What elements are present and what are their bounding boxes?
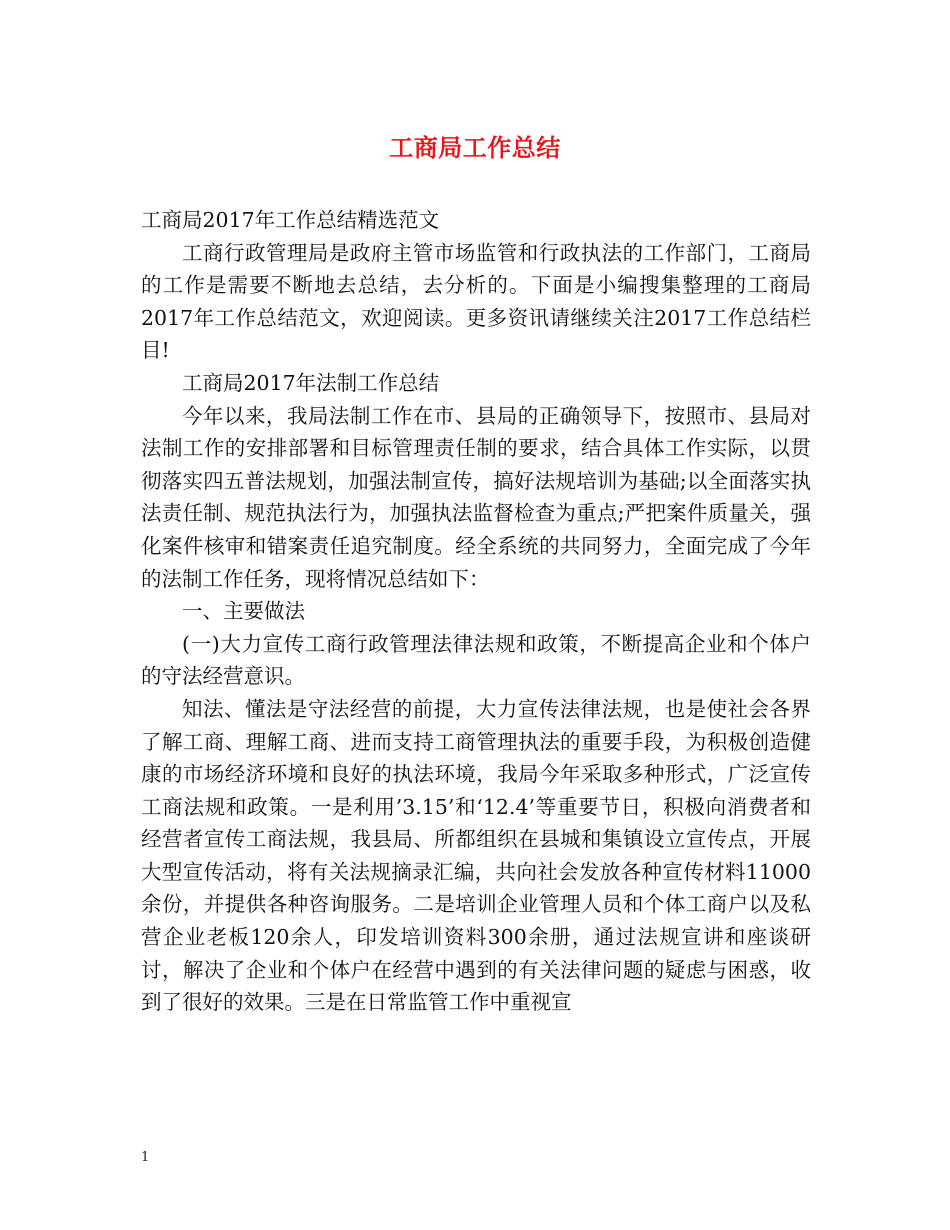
subsection-heading: (一)大力宣传工商行政管理法律法规和政策，不断提高企业和个体户的守法经营意识。 [141,631,811,689]
body-paragraph: 知法、懂法是守法经营的前提，大力宣传法律法规，也是使社会各界了解工商、理解工商、进而支持工商管理执法的重要手段，为积极创造健康的市场经济环境和良好的执法环境，我局今年采取多种形式，广泛宣传工商法规和政策。一是利用’3.15’和‘12.4’等重要节日，积极向消费者和经营者宣传工商法规，我县局、所都组织在县城和集镇设立宣传点，开展大型宣传活动，将有关法规摘录汇编，共向社会发放各种宣传材料11000余份，并提供各种咨询服务。二是培训企业管理人员和个体工商户以及私营企业老板120余人，印发培训资料300余册，通过法规宣讲和座谈研讨，解决了企业和个体户在经营中遇到的有关法律问题的疑虑与困惑，收到了很好的效果。三是在日常监管工作中重视宣 [141,696,811,1015]
page-number: 1 [141,1150,150,1165]
document-body [141,204,811,1019]
section-heading: 一、主要做法 [182,599,305,624]
section-heading: 工商局2017年法制工作总结 [182,370,440,395]
body-paragraph: 今年以来，我局法制工作在市、县局的正确领导下，按照市、县局对法制工作的安排部署和目标管理责任制的要求，结合具体工作实际，以贯彻落实四五普法规划，加强法制宣传，搞好法规培训为基础;以全面落实执法责任制、规范执法行为，加强执法监督检查为重点;严把案件质量关，强化案件核审和错案责任追究制度。经全系统的共同努力，全面完成了今年的法制工作任务，现将情况总结如下： [141,403,811,591]
document-title: 工商局工作总结 [389,133,561,162]
intro-paragraph: 工商行政管理局是政府主管市场监管和行政执法的工作部门，工商局的工作是需要不断地去总结，去分析的。下面是小编搜集整理的工商局2017年工作总结范文，欢迎阅读。更多资讯请继续关注2017工作总结栏目! [141,240,811,363]
subtitle-paragraph: 工商局2017年工作总结精选范文 [141,208,440,232]
